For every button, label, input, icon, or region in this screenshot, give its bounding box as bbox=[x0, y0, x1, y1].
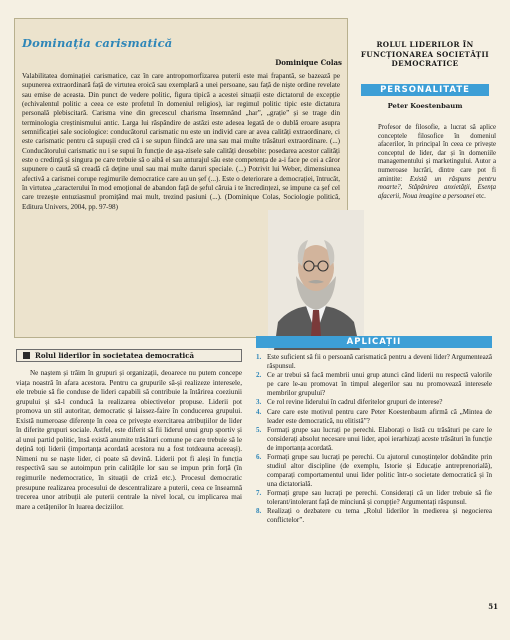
list-item bbox=[256, 398, 492, 407]
person-bio-works: Există un răspuns pentru moarte?, Stăpânirea anxietății, Esența afacerii, Noua imagine a persoanei bbox=[378, 175, 496, 200]
portrait-photo bbox=[268, 210, 364, 350]
section-title: ROLUL LIDERILOR ÎN FUNCȚIONAREA SOCIETĂȚII DEMOCRATICE bbox=[360, 40, 490, 68]
list-item bbox=[256, 371, 492, 398]
item-number: 4. bbox=[256, 407, 262, 416]
person-bio bbox=[378, 124, 496, 201]
applications-banner: APLICAȚII bbox=[256, 336, 492, 348]
personality-badge: PERSONALITATE bbox=[361, 84, 489, 96]
list-item bbox=[256, 507, 492, 525]
item-number: 3. bbox=[256, 398, 262, 407]
article-text: Ne naștem și trăim în grupuri și organizații, deoarece nu putem concepe viața noastră în afara acestora. Pentru ca grupurile să-și realizeze interesele, ele trebuie să fie conduse de lideri capabili să contribuie la întărirea coeziunii grupului și să-l conducă la realizarea obiectivelor propuse. Liderii pot promova un stil autoritar, democratic și laissez-faire în conducerea grupului. Există numeroase diferențe în ceea ce privește exercitarea atribuțiilor de lider în diferite grupuri sociale. Astfel, este diferit să fii liderul unui grup sportiv și al unui partid politic, însă există anumite trăsături comune pe care trebuie să le dețină toți liderii (importanța acordată acestora nu a fost totdeauna aceeași). Nimeni nu se naște lider, ci poate să devină. Liderii pot fi aleși în funcția respectivă sau se autoimpun prin calitățile lor sau se impun prin forță (în regimurile nedemocratice, în situații de criză etc.). Procesul democratic presupune realizarea procesului de descentralizare a puterii, ceea ce înseamnă trecerea unor atribuții ale puterii centrale la nivel local, cu implicarea mai mare a cetățenilor în luarea deciziilor. bbox=[16, 369, 242, 511]
person-bio-text: Profesor de filosofie, a lucrat să aplice conceptele filosofice în domeniul afacerilor, în principal în ceea ce privește conceptul de lider, dar și în domeniile managementului și marketingului. Autor a numeroase lucrări, dintre care pot fi amintite: bbox=[378, 124, 496, 183]
list-item bbox=[256, 426, 492, 453]
applications-list bbox=[256, 353, 492, 525]
item-number: 5. bbox=[256, 425, 262, 434]
bullet-square-icon bbox=[23, 352, 30, 359]
item-text: Ce ar trebui să facă membrii unui grup atunci când liderii nu respectă valorile pe care le-au promovat în timpul alegerilor sau nu promovează interesele membrilor grupului? bbox=[267, 371, 492, 398]
item-text: Formați grupe sau lucrați pe perechi. Considerați că un lider trebuie să fie tolerant/intolerant față de minciună și corupție? Argumentați răspunsul. bbox=[267, 488, 492, 506]
page-number: 51 bbox=[488, 602, 498, 611]
list-item bbox=[256, 353, 492, 371]
item-text: Este suficient să fii o persoană carismatică pentru a deveni lider? Argumentează răspunsul. bbox=[267, 353, 492, 370]
person-name: Peter Koestenbaum bbox=[387, 102, 463, 110]
item-text: Care care este motivul pentru care Peter Koestenbaum afirmă că „Mintea de leader este democratică, nu elitistă”? bbox=[267, 407, 492, 425]
feature-title: Dominația carismatică bbox=[22, 36, 173, 50]
item-number: 8. bbox=[256, 507, 262, 516]
item-text: Formați grupe sau lucrați pe perechi. Cu ajutorul cunoștințelor dobândite prin studiul altor discipline (de exemplu, Istorie și Educație antreprenorială), comparați comportamentul unui lider politic într-o societate democratică și în una dictatorială. bbox=[267, 452, 492, 488]
item-text: Formați grupe sau lucrați pe perechi. Elaborați o listă cu trăsături pe care le considerați absolut necesare unui lider, apoi ierarhizați aceste trăsături în funcție de importanța acordată. bbox=[267, 425, 492, 452]
feature-author: Dominique Colas bbox=[275, 58, 342, 67]
item-text: Ce rol revine liderului în cadrul diferitelor grupuri de interese? bbox=[267, 398, 443, 407]
article-heading-box bbox=[16, 349, 242, 362]
list-item bbox=[256, 489, 492, 507]
list-item bbox=[256, 408, 492, 426]
item-text: Realizați o dezbatere cu tema „Rolul liderilor în medierea și negocierea conflictelor”. bbox=[267, 507, 492, 525]
feature-text: Valabilitatea dominației carismatice, caz în care antropomorfizarea puterii este mai frapantă, se bazează pe supunerea extraordinară față de virtutea eroică sau exemplară a unei persoane, sau față de niște ordine revelate sau emise de aceasta. Din punct de vedere politic, figura tipică a acestei situații este dictatorul de excepție (echivalentul politic a ceea ce este profetul în domeniul religios), iar regimul politic tipic este dictatura personală plebiscitară. Carisma vine din grecescul charisma însemnând „har”, „grație” și se trage din terminologia creștinismului antic. Larga lui răspândire de astăzi este adesea legată de o dublă eroare asupra semnificației sale sociologice: conducătorul carismatic nu este un individ care ar avea calități extraordinare, ci este carismatic pentru că supușii cred că i se supun fiindcă are una sau mai multe trăsături extraordinare. (...) Conducătorului carismatic nu i se supui în funcție de așa-zisele sale calități deosebite: posedarea acestor calități este o credință și singura pe care trebuie să o aibă el sau anturajul său este competența de a-i face pe cei a căror supunere o caută să creadă că deține unul sau mai multe daruri speciale. (...) Potrivit lui Weber, dimensiunea afectivă a carismei corupe regimurile democratice care au un șef (...). Este o deteriorare a democrației, întrucât, în virtutea „caracterului în mod emoțional de abandon față de șeful căruia i te încredințezi, se impune ca șef cel care trezește entuziasmul promițând mai mult, trezind pasiuni (...). (Dominique Colas, Sociologie politică, Editura Univers, 2004, pp. 97-98) bbox=[22, 72, 340, 211]
item-number: 1. bbox=[256, 353, 262, 361]
article-heading: Rolul liderilor în societatea democratică bbox=[35, 351, 194, 360]
item-number: 7. bbox=[256, 488, 262, 497]
list-item bbox=[256, 453, 492, 489]
item-number: 2. bbox=[256, 371, 262, 380]
person-bio-end: etc. bbox=[474, 192, 486, 200]
item-number: 6. bbox=[256, 452, 262, 461]
